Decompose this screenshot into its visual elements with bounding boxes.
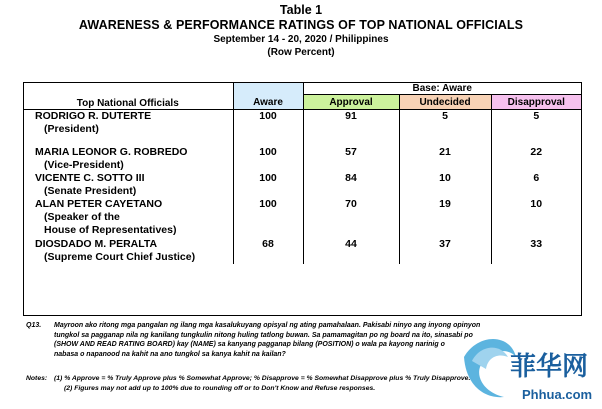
notes-label: Notes: bbox=[26, 375, 48, 382]
aware-value: 100 bbox=[233, 172, 303, 198]
official-cell bbox=[23, 238, 233, 264]
column-header-aware: Aware bbox=[233, 82, 303, 110]
question-line: (SHOW AND READ RATING BOARD) kay (NAME) sa kanyang pagganap bilang (POSITION) o wala pa kayong narinig o bbox=[54, 341, 445, 348]
column-header-undecided: Undecided bbox=[399, 95, 491, 110]
aware-value: 100 bbox=[233, 198, 303, 238]
table-row bbox=[23, 146, 581, 172]
official-position: (Senate President) bbox=[44, 185, 137, 197]
official-name: MARIA LEONOR G. ROBREDO bbox=[35, 146, 188, 158]
disapproval-value: 10 bbox=[491, 198, 581, 238]
official-cell bbox=[23, 110, 233, 147]
watermark-cn-text: 菲华网 bbox=[510, 352, 589, 382]
official-name: VICENTE C. SOTTO III bbox=[35, 172, 145, 184]
official-cell bbox=[23, 146, 233, 172]
approval-value: 91 bbox=[303, 110, 399, 147]
undecided-value: 21 bbox=[399, 146, 491, 172]
official-cell bbox=[23, 172, 233, 198]
table-row bbox=[23, 172, 581, 198]
undecided-value: 37 bbox=[399, 238, 491, 264]
question-label: Q13. bbox=[26, 322, 42, 329]
aware-value: 100 bbox=[233, 110, 303, 147]
row-percent-note: (Row Percent) bbox=[267, 47, 335, 58]
question-line: Mayroon ako ritong mga pangalan ng ilang mga kasalukuyang opisyal ng ating pamahalaan. Pakisabi ninyo ang inyong opinyon bbox=[54, 322, 481, 329]
table-row bbox=[23, 238, 581, 264]
column-header-officials: Top National Officials bbox=[23, 95, 233, 110]
ratings-table bbox=[23, 82, 581, 264]
column-header-disapproval: Disapproval bbox=[491, 95, 581, 110]
approval-value: 84 bbox=[303, 172, 399, 198]
watermark-url: Phhua.com bbox=[522, 387, 593, 402]
disapproval-value: 33 bbox=[491, 238, 581, 264]
report-title: AWARENESS & PERFORMANCE RATINGS OF TOP NATIONAL OFFICIALS bbox=[78, 18, 524, 32]
report-header bbox=[0, 3, 602, 59]
official-name: ALAN PETER CAYETANO bbox=[35, 198, 163, 210]
official-position: (Speaker of the bbox=[44, 211, 120, 223]
table-row bbox=[23, 110, 581, 147]
official-position: (Vice-President) bbox=[44, 159, 124, 171]
site-watermark-logo bbox=[458, 327, 598, 407]
column-header-approval: Approval bbox=[303, 95, 399, 110]
undecided-value: 19 bbox=[399, 198, 491, 238]
undecided-value: 5 bbox=[399, 110, 491, 147]
undecided-value: 10 bbox=[399, 172, 491, 198]
official-position: (Supreme Court Chief Justice) bbox=[44, 251, 196, 263]
approval-value: 44 bbox=[303, 238, 399, 264]
question-line: tungkol sa pagganap nila ng kanilang tungkulin nitong huling tatlong buwan. Sa pamamagitan po ng board na ito, sinasabi po bbox=[54, 331, 473, 339]
note-line: (2) Figures may not add up to 100% due to rounding off or to Don't Know and Refuse responses. bbox=[64, 384, 376, 392]
base-aware-label: Base: Aware bbox=[303, 82, 581, 95]
official-name: DIOSDADO M. PERALTA bbox=[35, 238, 158, 250]
disapproval-value: 6 bbox=[491, 172, 581, 198]
note-line: (1) % Approve = % Truly Approve plus % Somewhat Approve; % Disapprove = % Somewhat Disapprove plus % Truly Disapprove. bbox=[54, 375, 471, 382]
aware-value: 100 bbox=[233, 146, 303, 172]
question-line: nabasa o napanood na kahit na ano tungkol sa kanya kahit na kailan? bbox=[54, 350, 286, 358]
approval-value: 57 bbox=[303, 146, 399, 172]
table-row bbox=[23, 198, 581, 238]
approval-value: 70 bbox=[303, 198, 399, 238]
disapproval-value: 22 bbox=[491, 146, 581, 172]
official-position-cont: House of Representatives) bbox=[44, 224, 177, 236]
table-label: Table 1 bbox=[279, 3, 323, 17]
official-cell bbox=[23, 198, 233, 238]
official-name: RODRIGO R. DUTERTE bbox=[35, 110, 152, 122]
blank-header-cell bbox=[23, 82, 233, 95]
official-position: (President) bbox=[44, 123, 99, 135]
aware-value: 68 bbox=[233, 238, 303, 264]
disapproval-value: 5 bbox=[491, 110, 581, 147]
survey-date: September 14 - 20, 2020 / Philippines bbox=[213, 34, 389, 45]
